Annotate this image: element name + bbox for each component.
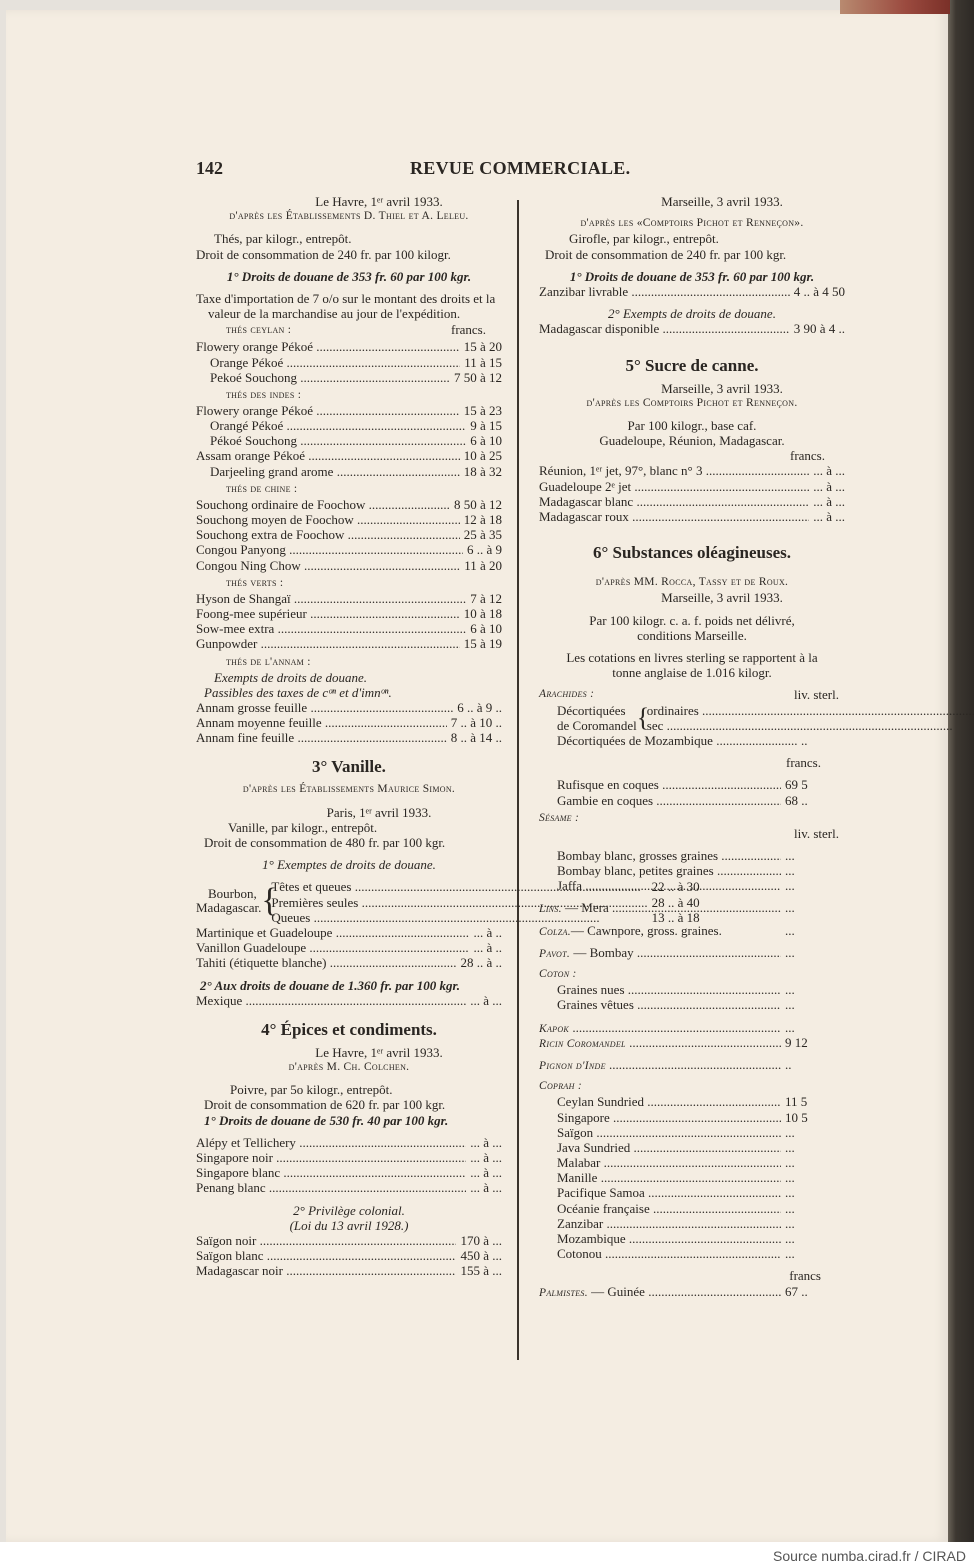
item-name: Têtes et queues ..... xyxy=(271,879,647,894)
item-name: Annam moyenne feuille ..... xyxy=(196,715,447,730)
sucre-unit: Par 100 kilogr., base caf. xyxy=(627,417,757,433)
bookmark-ribbon xyxy=(840,0,950,14)
price-row xyxy=(539,509,845,524)
item-price: ... xyxy=(785,1124,795,1140)
the-date: Le Havre, 1ᵉʳ avril 1933. xyxy=(315,194,443,209)
price-row xyxy=(196,1263,502,1278)
bourbon-label: Bourbon, xyxy=(208,886,257,902)
item-name: Pekoé Souchong ..... xyxy=(210,370,450,385)
item-name: Pacifique Samoa ..... xyxy=(557,1185,781,1200)
item-price: 10 5 xyxy=(785,1109,808,1125)
girofle-consumption: Droit de consommation de 240 fr. par 100 kgr. xyxy=(545,246,787,262)
price-row xyxy=(196,370,502,385)
price-row xyxy=(539,1246,845,1261)
item-name: Pékoé Souchong ..... xyxy=(210,433,466,448)
item-price: ... à ... xyxy=(470,1180,502,1196)
item-price: 11 à 20 xyxy=(464,557,502,573)
item-name: Darjeeling grand arome ..... xyxy=(210,464,460,479)
verts-heading: thés verts : xyxy=(226,576,284,589)
the-unit: Thés, par kilogr., entrepôt. xyxy=(214,231,352,247)
price-row xyxy=(196,940,502,955)
item-name: Queues ..... xyxy=(271,910,647,925)
item-price: ... à ... xyxy=(813,463,845,479)
page-number: 142 xyxy=(196,158,223,178)
price-row xyxy=(196,1135,502,1150)
item-price: ... xyxy=(785,1200,795,1216)
price-row xyxy=(539,479,845,494)
price-row xyxy=(539,1216,845,1231)
vanille-exempt: 1° Exemptes de droits de douane. xyxy=(262,857,436,873)
zanzibar-row: Zanzibar livrable ..... 4 .. à 4 50 xyxy=(539,284,845,299)
sucre-date: Marseille, 3 avril 1933. xyxy=(661,380,783,396)
indes-heading: thés des indes : xyxy=(226,388,302,401)
item-price: 6 .. à 9 xyxy=(466,542,502,558)
item-price: 9 à 15 xyxy=(470,418,502,434)
lins-row: Lins. — Mera ..... ... xyxy=(539,900,845,915)
brace-mark: { xyxy=(261,882,278,920)
price-row xyxy=(196,1180,502,1195)
item-name: Martinique et Guadeloupe ..... xyxy=(196,925,469,940)
right-column xyxy=(539,194,845,1299)
item-price: ... à ... xyxy=(813,478,845,494)
column-divider xyxy=(517,200,519,1360)
item-name: Souchong moyen de Foochow ..... xyxy=(196,512,460,527)
item-name: Congou Ning Chow ..... xyxy=(196,558,460,573)
item-name: Saïgon noir ..... xyxy=(196,1233,456,1248)
sesame-heading: Sésame : xyxy=(539,811,580,824)
price-row xyxy=(196,448,502,463)
girofle-exempt: 2° Exempts de droits de douane. xyxy=(608,306,776,322)
girofle-date: Marseille, 3 avril 1933. xyxy=(661,194,783,209)
item-name: Madagascar roux ..... xyxy=(539,509,809,524)
the-consumption: Droit de consommation de 240 fr. par 100 kilogr. xyxy=(196,246,451,262)
epices-loi: (Loi du 13 avril 1928.) xyxy=(289,1217,409,1233)
item-name: Annam grosse feuille ..... xyxy=(196,700,453,715)
item-name: Jaffa ..... xyxy=(557,878,781,893)
girofle-duty: 1° Droits de douane de 353 fr. 60 par 100 kgr. xyxy=(569,268,815,284)
item-name: Malabar ..... xyxy=(557,1155,781,1170)
item-price: 7 .. à 10 .. xyxy=(450,715,502,731)
price-row xyxy=(196,542,502,557)
item-name: Foong-mee supérieur ..... xyxy=(196,606,460,621)
verts-list xyxy=(196,591,502,652)
price-row xyxy=(196,403,502,418)
item-name: Vanillon Guadeloupe ..... xyxy=(196,940,469,955)
annam-passible: Passibles des taxes de cᵒⁿ et d'imnᵒⁿ. xyxy=(204,684,392,700)
price-row xyxy=(539,1094,845,1109)
item-name: Orangé Pékoé ..... xyxy=(210,418,466,433)
epices-items xyxy=(196,1135,502,1196)
item-price: 28 .. à .. xyxy=(460,955,502,971)
item-name: Guadeloupe 2ᵉ jet ..... xyxy=(539,479,809,494)
francs-label: francs. xyxy=(450,322,486,338)
price-row xyxy=(539,463,845,478)
item-name: Singapore noir ..... xyxy=(196,1150,466,1165)
price-row xyxy=(196,464,502,479)
item-price: ... xyxy=(785,1246,795,1262)
item-price: ... xyxy=(785,847,795,863)
item-name: Orange Pékoé ..... xyxy=(210,355,460,370)
gambie-row: Gambie en coques ..... 68 .. xyxy=(539,793,845,808)
item-price: 6 à 10 xyxy=(470,433,502,449)
item-price: ... à ... xyxy=(470,1165,502,1181)
vanille-items xyxy=(196,925,502,971)
item-name: Bombay blanc, grosses graines ..... xyxy=(557,848,781,863)
price-row xyxy=(196,700,502,715)
item-name: Singapore blanc ..... xyxy=(196,1165,466,1180)
kapok-row: Kapok ..... ... xyxy=(539,1020,845,1035)
girofle-unit: Girofle, par kilogr., entrepôt. xyxy=(569,231,719,247)
price-row xyxy=(196,715,502,730)
sucre-francs: francs. xyxy=(789,448,825,464)
annam-exempt: Exempts de droits de douane. xyxy=(214,669,367,685)
price-row xyxy=(196,730,502,745)
price-row xyxy=(196,1233,502,1248)
item-name: Congou Panyong ..... xyxy=(196,542,463,557)
item-price: 7 50 à 12 xyxy=(453,369,502,385)
item-price: 12 à 18 xyxy=(463,512,502,528)
item-name: Ceylan Sundried ..... xyxy=(557,1094,781,1109)
item-name: Graines nues ..... xyxy=(557,982,781,997)
item-price: ... xyxy=(785,1215,795,1231)
sucre-items xyxy=(539,463,845,524)
item-name: Singapore ..... xyxy=(557,1110,781,1125)
substances-note: Les cotations en livres sterling se rapportent à la tonne anglaise de 1.016 kilogr. xyxy=(566,649,818,681)
price-row xyxy=(196,955,502,970)
item-price: ... xyxy=(785,1155,795,1171)
price-row xyxy=(539,1231,845,1246)
brace-mark: { xyxy=(636,702,650,732)
item-name: Réunion, 1ᵉʳ jet, 97°, blanc n° 3 ..... xyxy=(539,463,809,478)
book-spine-edge xyxy=(948,0,974,1542)
item-price: 6 .. à 9 .. xyxy=(457,699,502,715)
rufisque-row: Rufisque en coques ..... 69 5 xyxy=(539,777,845,792)
item-name: Madagascar blanc ..... xyxy=(539,494,809,509)
liv-sterl-label-2: liv. sterl. xyxy=(793,825,839,841)
item-price: 10 à 18 xyxy=(463,605,502,621)
madagascar-row: Madagascar disponible ..... 3 90 à 4 .. xyxy=(539,321,845,336)
item-price: ... xyxy=(785,997,795,1013)
price-row xyxy=(539,1155,845,1170)
chine-heading: thés de chine : xyxy=(226,482,298,495)
item-name: Tahiti (étiquette blanche) ..... xyxy=(196,955,456,970)
chine-list xyxy=(196,497,502,573)
item-price: 28 .. à 40 xyxy=(651,894,700,910)
item-price: ... à ... xyxy=(813,493,845,509)
epices-duty: 1° Droits de douane de 530 fr. 40 par 100 kgr. xyxy=(204,1112,449,1128)
item-price: 15 à 19 xyxy=(463,636,502,652)
item-name: Premières seules ..... xyxy=(271,895,647,910)
item-price: 22 .. à 30 xyxy=(651,879,700,895)
sucre-source: d'après les Comptoirs Pichot et Renneçon. xyxy=(586,396,798,409)
substances-date: Marseille, 3 avril 1933. xyxy=(661,590,783,606)
mozambique-row: Décortiquées de Mozambique ..... .. xyxy=(539,733,845,748)
substances-unit: Par 100 kilogr. c. a. f. poids net délivré, conditions Marseille. xyxy=(589,612,795,643)
price-row xyxy=(196,527,502,542)
item-price: 13 .. à 18 xyxy=(651,909,700,925)
item-name: Bombay blanc, petites graines ..... xyxy=(557,863,781,878)
item-price: ... xyxy=(785,1185,795,1201)
substances-source: d'après MM. Rocca, Tassy et de Roux. xyxy=(595,576,789,589)
item-name: Saïgon blanc ..... xyxy=(196,1248,456,1263)
price-row xyxy=(539,1201,845,1216)
price-row xyxy=(196,1165,502,1180)
item-name: Cotonou ..... xyxy=(557,1246,781,1261)
francs-label-2: francs. xyxy=(785,755,821,771)
item-price: 8 .. à 14 .. xyxy=(450,730,502,746)
item-price: 170 à ... xyxy=(460,1232,502,1248)
item-name: Flowery orange Pékoé ..... xyxy=(196,339,460,354)
price-row xyxy=(539,863,845,878)
ricin-row: Ricin Coromandel ..... 9 12 xyxy=(539,1035,845,1050)
price-row xyxy=(539,848,845,863)
item-name: Océanie française ..... xyxy=(557,1201,781,1216)
item-name: Java Sundried ..... xyxy=(557,1140,781,1155)
price-row xyxy=(196,418,502,433)
francs-label-3: francs xyxy=(789,1268,821,1284)
price-row xyxy=(539,997,845,1012)
item-price: ... xyxy=(785,863,795,879)
item-price: 11 5 xyxy=(785,1094,808,1110)
girofle-source: d'après les «Comptoirs Pichot et Renneçon». xyxy=(580,217,804,230)
item-name: Annam fine feuille ..... xyxy=(196,730,447,745)
coromandel-label: de Coromandel xyxy=(557,717,637,733)
item-price: ... à .. xyxy=(473,924,502,940)
epices-date: Le Havre, 1ᵉʳ avril 1933. xyxy=(315,1044,443,1060)
item-name: Zanzibar ..... xyxy=(557,1216,781,1231)
item-price: 450 à ... xyxy=(460,1248,502,1264)
indes-list xyxy=(196,403,502,479)
item-price: ... xyxy=(785,878,795,894)
item-price: ... xyxy=(785,1231,795,1246)
item-price: ... à ... xyxy=(470,1134,502,1150)
price-row xyxy=(196,497,502,512)
substances-title: 6° Substances oléagineuses. xyxy=(592,543,792,563)
epices-unit: Poivre, par 5o kilogr., entrepôt. xyxy=(230,1082,393,1098)
item-price: 10 à 25 xyxy=(463,448,502,464)
coprah-heading: Coprah : xyxy=(539,1080,582,1093)
arachides-heading: Arachides : xyxy=(539,688,595,701)
price-row xyxy=(539,982,845,997)
price-row xyxy=(196,355,502,370)
sucre-title: 5° Sucre de canne. xyxy=(625,355,759,375)
epices-privilege: 2° Privilège colonial. xyxy=(293,1202,405,1218)
item-name: Mozambique ..... xyxy=(557,1231,781,1246)
price-row xyxy=(539,1110,845,1125)
epices-consumption: Droit de consommation de 620 fr. par 100 kgr. xyxy=(204,1097,446,1113)
item-price: ... à ... xyxy=(470,1150,502,1166)
sucre-places: Guadeloupe, Réunion, Madagascar. xyxy=(599,433,785,449)
coton-heading: Coton : xyxy=(539,968,577,980)
item-price: 11 à 15 xyxy=(464,354,502,370)
mexique-row: Mexique ..... ... à ... xyxy=(196,993,502,1008)
vanille-consumption: Droit de consommation de 480 fr. par 100 kgr. xyxy=(204,835,446,851)
vanille-duty2: 2° Aux droits de douane de 1.360 fr. par 100 kgr. xyxy=(200,977,461,993)
price-row xyxy=(539,1185,845,1200)
pavot-row: Pavot. — Bombay ..... ... xyxy=(539,945,845,960)
item-price: 18 à 32 xyxy=(463,463,502,479)
epices-items-colonial xyxy=(196,1233,502,1279)
price-row xyxy=(196,925,502,940)
item-name: Manille ..... xyxy=(557,1170,781,1185)
price-row xyxy=(539,878,845,893)
price-row xyxy=(196,1248,502,1263)
price-row xyxy=(196,558,502,573)
running-title: REVUE COMMERCIALE. xyxy=(410,158,631,178)
price-row xyxy=(539,494,845,509)
vanille-source: d'après les Établissements Maurice Simon. xyxy=(242,783,456,796)
price-row xyxy=(196,621,502,636)
item-price: ... à ... xyxy=(813,509,845,524)
source-credit: Source numba.cirad.fr / CIRAD xyxy=(773,1548,966,1564)
item-name: Souchong extra de Foochow ..... xyxy=(196,527,460,542)
item-name: Alépy et Tellichery ..... xyxy=(196,1135,466,1150)
ceylan-heading: thés ceylan : xyxy=(226,324,292,337)
item-name: Saïgon ..... xyxy=(557,1125,781,1140)
vanille-unit: Vanille, par kilogr., entrepôt. xyxy=(228,819,378,835)
the-duty: 1° Droits de douane de 353 fr. 60 par 100 kgr. xyxy=(226,268,472,284)
epices-title: 4° Épices et condiments. xyxy=(261,1019,437,1039)
price-row xyxy=(196,433,502,448)
item-price: 8 50 à 12 xyxy=(453,496,502,512)
price-row xyxy=(196,636,502,651)
item-price: 155 à ... xyxy=(460,1263,502,1279)
item-name: Penang blanc ..... xyxy=(196,1180,466,1195)
the-source: d'après les Établissements D. Thiel et A. Leleu. xyxy=(229,210,469,223)
price-row xyxy=(196,606,502,621)
item-price: 6 à 10 xyxy=(470,621,502,637)
item-name: Gunpowder ..... xyxy=(196,636,460,651)
annam-list xyxy=(196,700,502,746)
item-name: Madagascar noir ..... xyxy=(196,1263,456,1278)
decortiquees-label: Décortiquées xyxy=(557,702,626,718)
price-row xyxy=(539,1140,845,1155)
vanille-date: Paris, 1ᵉʳ avril 1933. xyxy=(326,804,432,820)
item-name: Flowery orange Pékoé ..... xyxy=(196,403,460,418)
price-row xyxy=(196,1150,502,1165)
arachides-brace: Décortiquées de Coromandel { ordinaires ..... sec ..... xyxy=(539,703,845,733)
colza-row: Colza.— Cawnpore, gross. graines. ... xyxy=(539,922,795,938)
price-row xyxy=(539,1125,845,1140)
vanille-title: 3° Vanille. xyxy=(312,757,386,777)
ceylan-list xyxy=(196,339,502,385)
sesame-items xyxy=(539,848,845,894)
item-price: ... xyxy=(785,1139,795,1155)
coprah-items xyxy=(539,1094,845,1261)
price-row xyxy=(196,591,502,606)
annam-heading: thés de l'annam : xyxy=(226,655,311,668)
item-price: 25 à 35 xyxy=(463,527,502,543)
coton-items xyxy=(539,982,845,1012)
epices-source: d'après M. Ch. Colchen. xyxy=(288,1061,410,1074)
price-row xyxy=(539,1170,845,1185)
item-price: 15 à 20 xyxy=(463,339,502,355)
item-price: 7 à 12 xyxy=(470,590,502,606)
pignon-row: Pignon d'Inde ..... .. xyxy=(539,1057,845,1072)
price-row xyxy=(196,339,502,354)
the-tax: Taxe d'importation de 7 o/o sur le montant des droits et la valeur de la marchandise au jour de l'expédition. xyxy=(196,290,496,322)
item-price: 15 à 23 xyxy=(463,402,502,418)
madagascar-label: Madagascar. xyxy=(196,900,262,916)
item-name: Assam orange Pékoé ..... xyxy=(196,448,460,463)
liv-sterl-label: liv. sterl. xyxy=(793,687,839,703)
item-price: ... à .. xyxy=(473,940,502,956)
item-name: Hyson de Shangaï ..... xyxy=(196,591,466,606)
item-price: ... xyxy=(785,1170,795,1186)
price-row xyxy=(196,512,502,527)
item-name: Souchong ordinaire de Foochow ..... xyxy=(196,497,450,512)
palmistes-row: Palmistes. — Guinée ..... 67 .. xyxy=(539,1284,845,1299)
item-price: ... xyxy=(785,982,795,998)
item-name: Sow-mee extra ..... xyxy=(196,621,466,636)
item-name: Graines vêtues ..... xyxy=(557,997,781,1012)
